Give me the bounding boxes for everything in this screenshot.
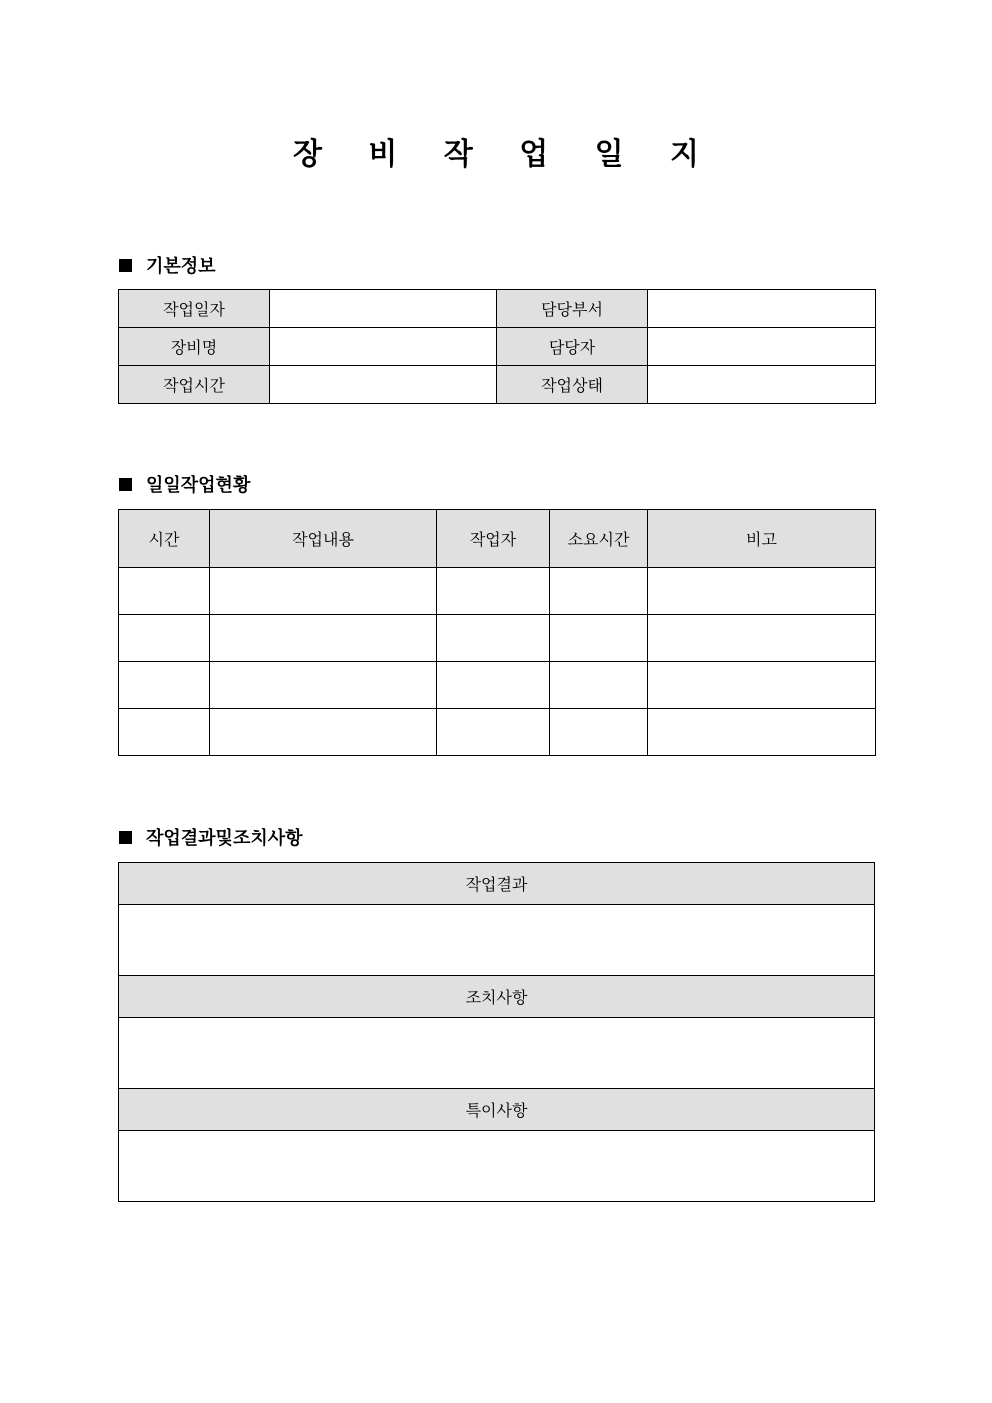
daily-work-table [118,509,876,756]
daily-work-heading-text: 일일작업현황 [146,475,251,496]
results-table [118,862,875,1202]
table-cell[interactable] [437,615,550,662]
table-cell[interactable] [210,709,437,756]
table-row [119,568,876,615]
column-header-worker: 작업자 [437,510,550,568]
result-label-row [119,863,875,905]
table-cell[interactable] [437,709,550,756]
info-label-department: 담당부서 [497,290,648,328]
info-value-department[interactable] [648,290,876,328]
column-header-remarks: 비고 [648,510,876,568]
table-cell[interactable] [550,615,648,662]
info-value-work-time[interactable] [270,366,497,404]
info-value-equipment-name[interactable] [270,328,497,366]
table-cell[interactable] [119,662,210,709]
work-result-content[interactable] [119,905,875,976]
info-label-work-date: 작업일자 [119,290,270,328]
table-cell[interactable] [550,709,648,756]
table-row [119,615,876,662]
info-label-work-time: 작업시간 [119,366,270,404]
table-cell[interactable] [648,709,876,756]
square-bullet-icon [119,478,132,491]
table-row [119,662,876,709]
table-cell[interactable] [550,662,648,709]
basic-info-heading [119,252,216,278]
results-heading [119,824,303,850]
table-cell[interactable] [648,615,876,662]
results-heading-text: 작업결과및조치사항 [146,828,303,849]
column-header-duration: 소요시간 [550,510,648,568]
result-content-row [119,1131,875,1202]
info-row [119,328,876,366]
table-cell[interactable] [550,568,648,615]
column-header-time: 시간 [119,510,210,568]
column-header-work-content: 작업내용 [210,510,437,568]
info-row [119,290,876,328]
info-value-manager[interactable] [648,328,876,366]
table-cell[interactable] [119,709,210,756]
result-label-row [119,976,875,1018]
daily-work-heading [119,471,250,497]
work-result-label: 작업결과 [119,863,875,905]
table-cell[interactable] [210,662,437,709]
basic-info-table [118,289,876,404]
table-cell[interactable] [210,568,437,615]
square-bullet-icon [119,259,132,272]
table-cell[interactable] [119,568,210,615]
special-notes-label: 특이사항 [119,1089,875,1131]
info-label-manager: 담당자 [497,328,648,366]
result-label-row [119,1089,875,1131]
square-bullet-icon [119,831,132,844]
document-title: 장 비 작 업 일 지 [292,137,718,172]
special-notes-content[interactable] [119,1131,875,1202]
info-row [119,366,876,404]
info-label-work-status: 작업상태 [497,366,648,404]
basic-info-heading-text: 기본정보 [146,256,216,277]
result-content-row [119,905,875,976]
table-cell[interactable] [648,568,876,615]
info-value-work-date[interactable] [270,290,497,328]
table-cell[interactable] [119,615,210,662]
table-cell[interactable] [437,662,550,709]
action-taken-content[interactable] [119,1018,875,1089]
table-cell[interactable] [210,615,437,662]
info-value-work-status[interactable] [648,366,876,404]
table-row [119,709,876,756]
result-content-row [119,1018,875,1089]
daily-work-header-row [119,510,876,568]
action-taken-label: 조치사항 [119,976,875,1018]
table-cell[interactable] [437,568,550,615]
info-label-equipment-name: 장비명 [119,328,270,366]
table-cell[interactable] [648,662,876,709]
